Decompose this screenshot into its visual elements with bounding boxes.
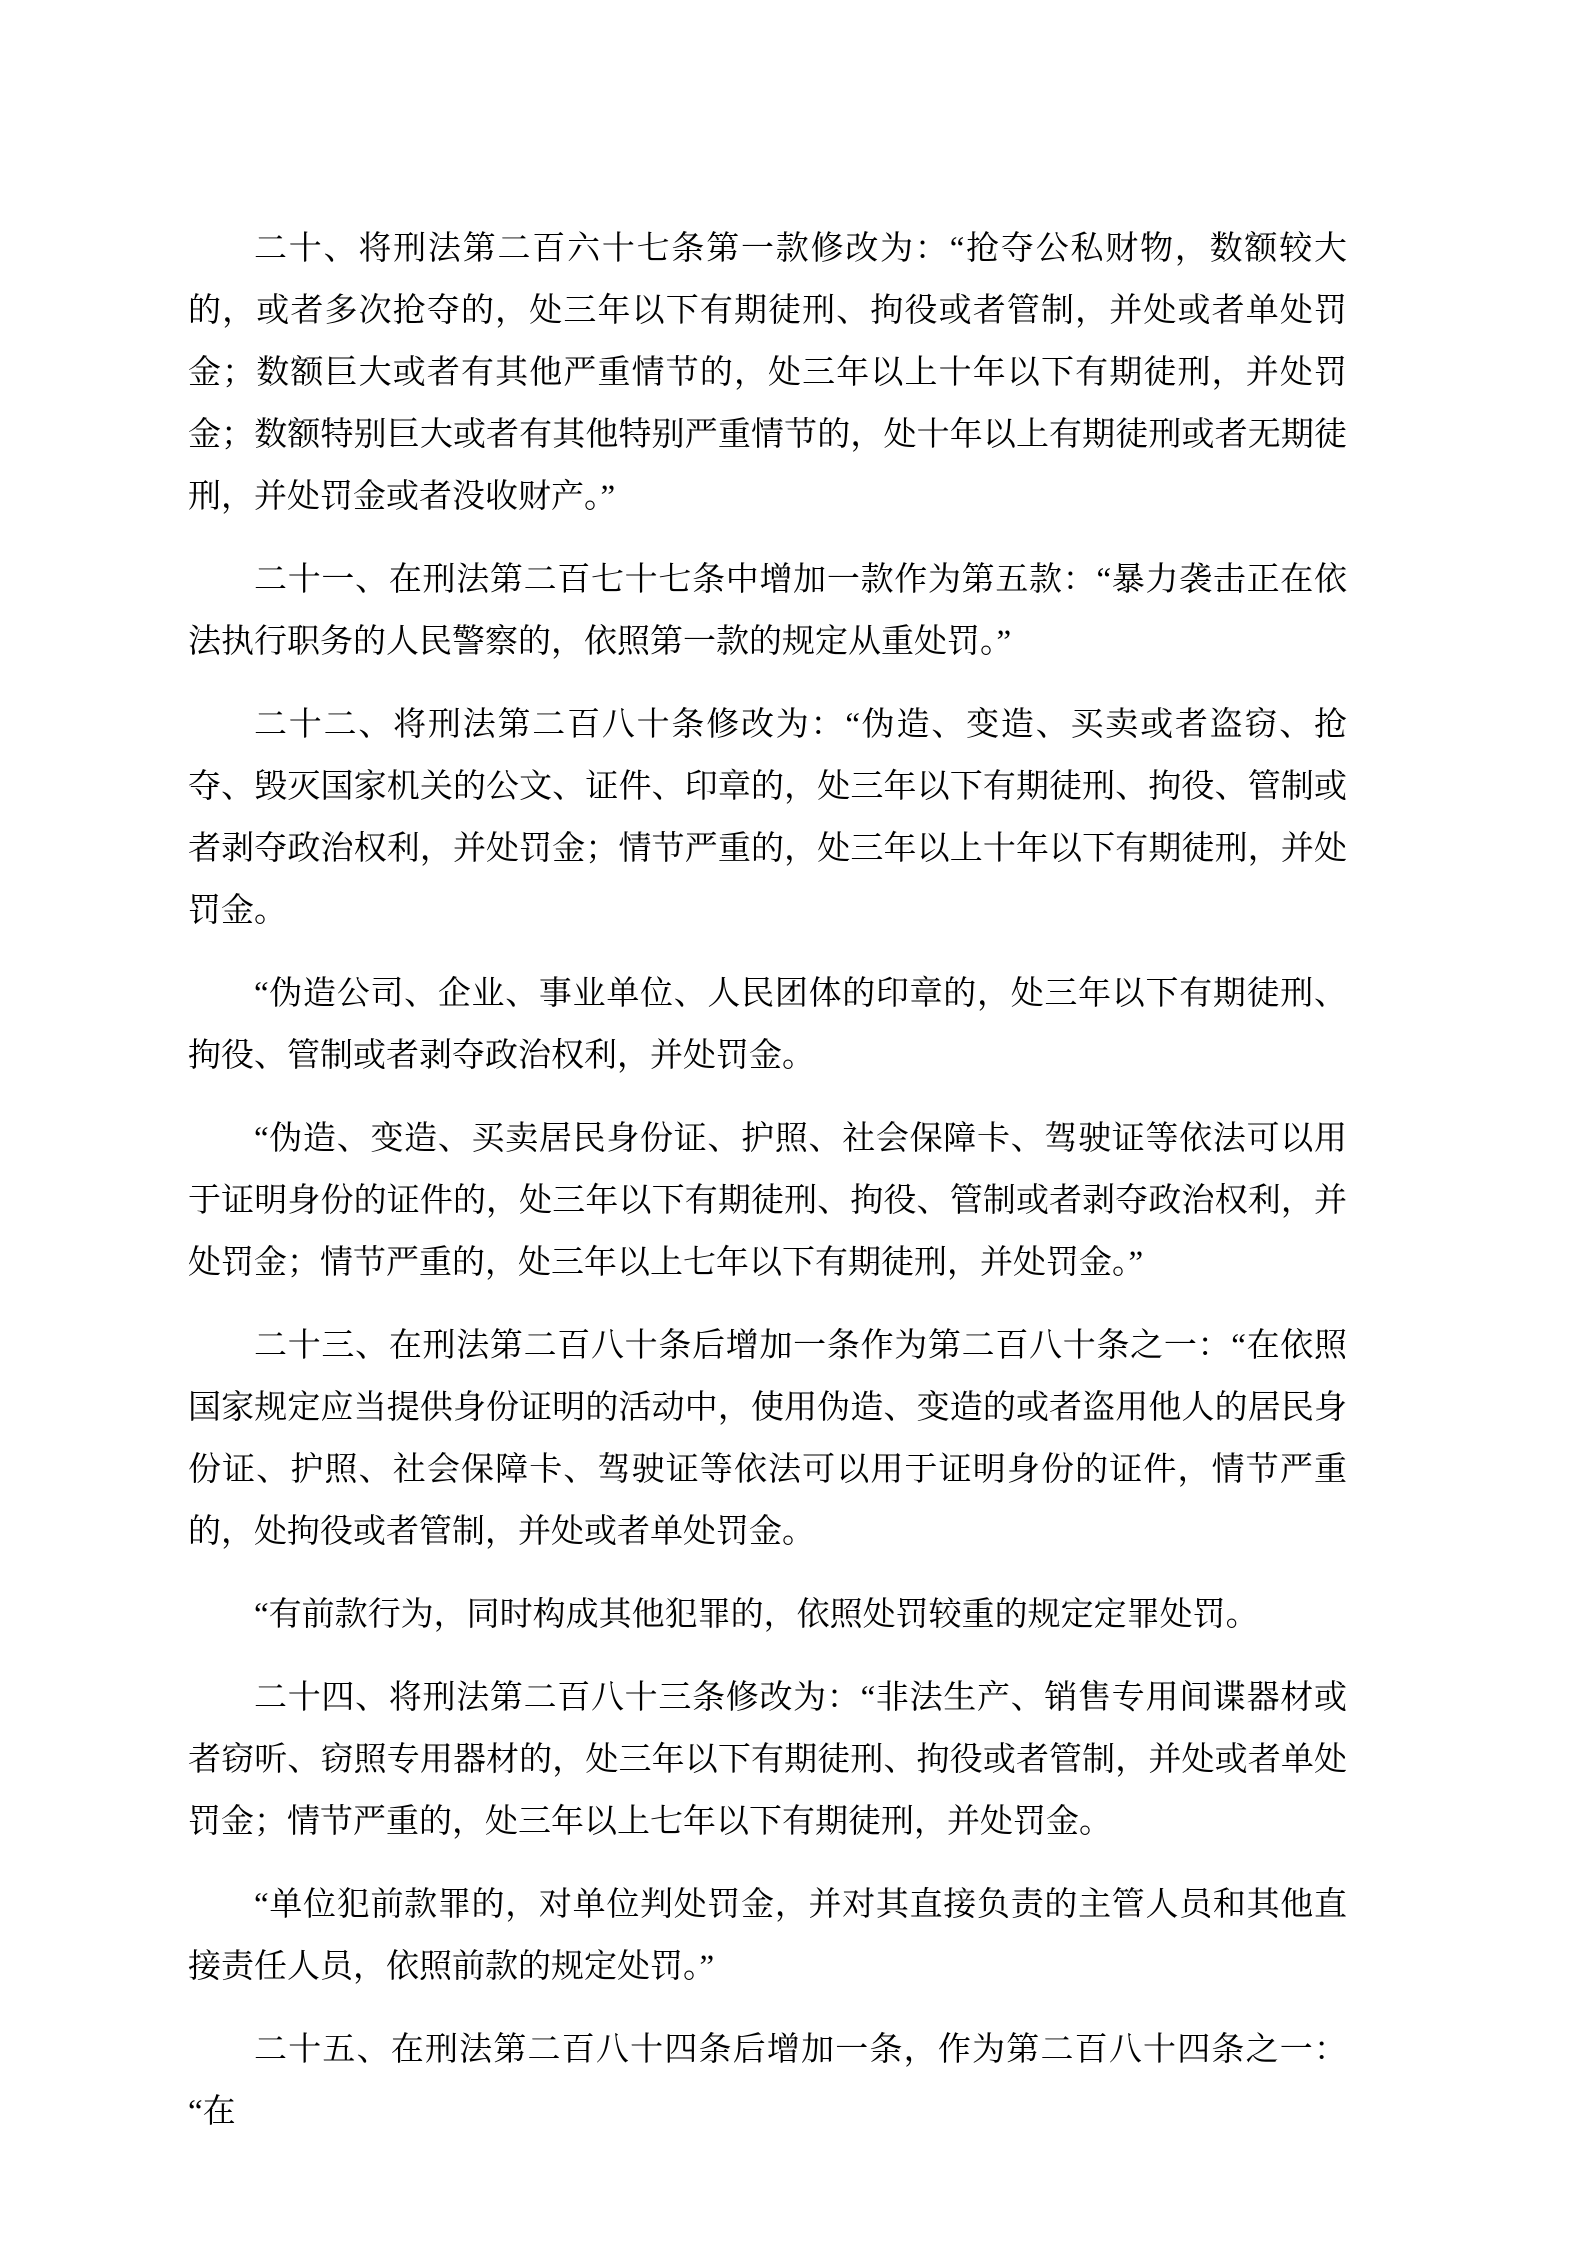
- amendment-paragraph-24: 二十四、将刑法第二百八十三条修改为：“非法生产、销售专用间谍器材或者窃听、窃照专用器材的，处三年以下有期徒刑、拘役或者管制，并处或者单处罚金；情节严重的，处三年以上七年以下有期徒刑，并处罚金。: [188, 1680, 1347, 1840]
- amendment-paragraph-23: 二十三、在刑法第二百八十条后增加一条作为第二百八十条之一：“在依照国家规定应当提供身份证明的活动中，使用伪造、变造的或者盗用他人的居民身份证、护照、社会保障卡、驾驶证等依法可以用于证明身份的证件，情节严重的，处拘役或者管制，并处或者单处罚金。: [188, 1328, 1347, 1550]
- amendment-paragraph-22-clause-3: “伪造、变造、买卖居民身份证、护照、社会保障卡、驾驶证等依法可以用于证明身份的证件的，处三年以下有期徒刑、拘役、管制或者剥夺政治权利，并处罚金；情节严重的，处三年以上七年以下有期徒刑，并处罚金。”: [188, 1121, 1347, 1281]
- amendment-paragraph-23-clause-2: “有前款行为，同时构成其他犯罪的，依照处罚较重的规定定罪处罚。: [254, 1597, 1259, 1633]
- document-body: [188, 218, 1347, 2143]
- amendment-paragraph-25: 二十五、在刑法第二百八十四条后增加一条，作为第二百八十四条之一：“在: [188, 2032, 1347, 2130]
- amendment-paragraph-21: 二十一、在刑法第二百七十七条中增加一款作为第五款：“暴力袭击正在依法执行职务的人民警察的，依照第一款的规定从重处罚。”: [188, 562, 1347, 660]
- amendment-paragraph-24-clause-2: “单位犯前款罪的，对单位判处罚金，并对其直接负责的主管人员和其他直接责任人员，依照前款的规定处罚。”: [188, 1887, 1347, 1985]
- amendment-paragraph-22: 二十二、将刑法第二百八十条修改为：“伪造、变造、买卖或者盗窃、抢夺、毁灭国家机关的公文、证件、印章的，处三年以下有期徒刑、拘役、管制或者剥夺政治权利，并处罚金；情节严重的，处三年以上十年以下有期徒刑，并处罚金。: [188, 707, 1347, 929]
- amendment-paragraph-22-clause-2: “伪造公司、企业、事业单位、人民团体的印章的，处三年以下有期徒刑、拘役、管制或者剥夺政治权利，并处罚金。: [188, 976, 1347, 1074]
- amendment-paragraph-20: 二十、将刑法第二百六十七条第一款修改为：“抢夺公私财物，数额较大的，或者多次抢夺的，处三年以下有期徒刑、拘役或者管制，并处或者单处罚金；数额巨大或者有其他严重情节的，处三年以上十年以下有期徒刑，并处罚金；数额特别巨大或者有其他特别严重情节的，处十年以上有期徒刑或者无期徒刑，并处罚金或者没收财产。”: [188, 231, 1347, 515]
